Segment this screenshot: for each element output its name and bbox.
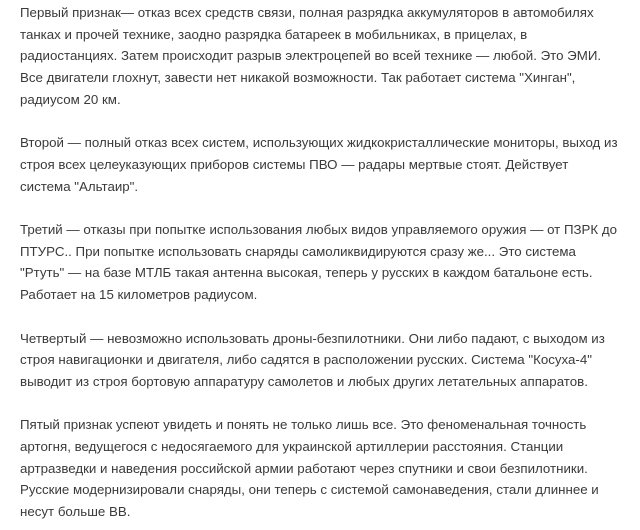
paragraph-second-sign: Второй — полный отказ всех систем, использующих жидкокристаллические мониторы, выход из строя всех целеуказующих приборов системы ПВО — радары мертвые стоят. Действует система "Альтаир".	[20, 135, 618, 194]
paragraph-fourth-sign: Четвертый — невозможно использовать дроны-безпилотники. Они либо падают, с выходом из строя навигационки и двигателя, либо садятся в расположении русских. Система "Косуха-4" выводит из строя бортовую аппаратуру самолетов и любых других летательных аппаратов.	[20, 330, 605, 389]
paragraph-fifth-sign: Пятый признак успеют увидеть и понять не только лишь все. Это феноменальная точность артогня, ведущегося с недосягаемого для украинской артиллерии расстояния. Станции артразведки и наведения российской армии работают через спутники и свои безпилотники. Русские модернизировали снаряды, они теперь с системой самонаведения, стали длиннее и несут больше ВВ.	[20, 417, 599, 520]
paragraph-first-sign: Первый признак— отказ всех средств связи, полная разрядка аккумуляторов в автомобилях танках и прочей технике, заодно разрядка батареек в мобильниках, в прицелах, в радиостанциях. Затем происходит разрыв электроцепей во всей технике — любой. Это ЭМИ. Все двигатели глохнут, завести нет никакой возможности. Так работает система "Хинган", радиусом 20 км.	[20, 5, 602, 107]
paragraph-third-sign: Третий — отказы при попытке использования любых видов управляемого оружия — от ПЗРК до ПТУРС.. При попытке использовать снаряды самоликвидируются сразу же... Это система "Ртуть" — на базе МТЛБ такая антенна высокая, теперь у русских в каждом батальоне есть. Работает на 15 километров радиусом.	[20, 222, 618, 303]
